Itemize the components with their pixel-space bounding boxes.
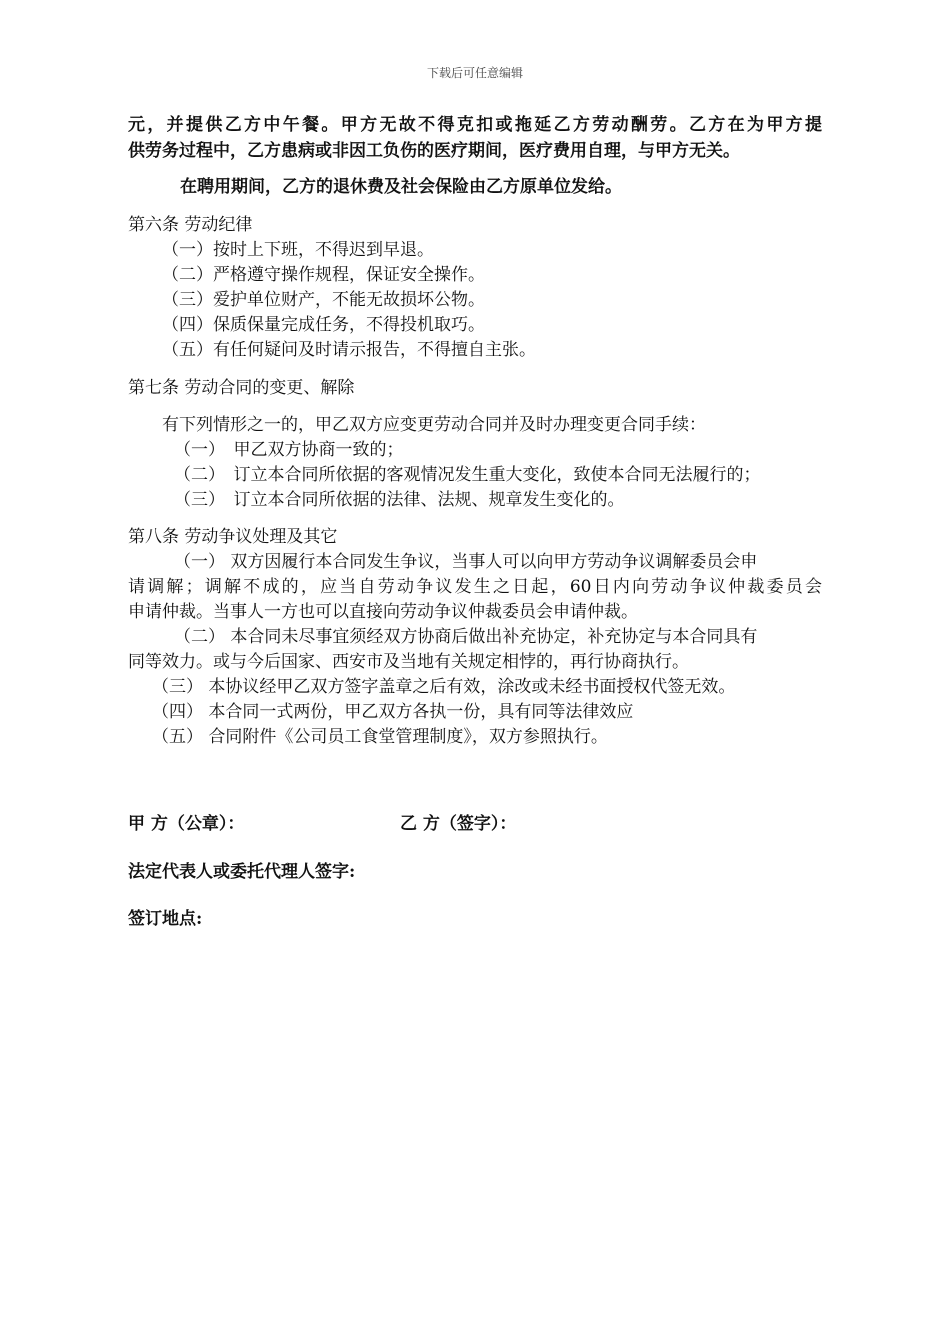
party-a-seal-label: 甲 方（公章）：	[128, 814, 245, 834]
article-7-title: 第七条 劳动合同的变更、解除	[128, 378, 355, 398]
list-item: （五） 合同附件《公司员工食堂管理制度》，双方参照执行。	[152, 727, 608, 747]
list-item: （二） 订立本合同所依据的客观情况发生重大变化，致使本合同无法履行的；	[174, 465, 761, 485]
list-item: （三） 订立本合同所依据的法律、法规、规章发生变化的。	[174, 490, 625, 510]
paragraph-line: 在聘用期间，乙方的退休费及社会保险由乙方原单位发给。	[180, 177, 622, 197]
paragraph-line: 同等效力。或与今后国家、西安市及当地有关规定相悖的，再行协商执行。	[128, 652, 689, 672]
article-6-title: 第六条 劳动纪律	[128, 215, 253, 235]
article-7-intro: 有下列情形之一的，甲乙双方应变更劳动合同并及时办理变更合同手续：	[162, 415, 706, 435]
representative-signature-label: 法定代表人或委托代理人签字:	[128, 862, 356, 882]
list-item: （二）严格遵守操作规程，保证安全操作。	[162, 265, 485, 285]
paragraph-line: 元，并提供乙方中午餐。甲方无故不得克扣或拖延乙方劳动酬劳。乙方在为甲方提	[128, 115, 822, 135]
paragraph-line: （二） 本合同未尽事宜须经双方协商后做出补充协定，补充协定与本合同具有	[174, 627, 758, 647]
list-item: （四） 本合同一式两份，甲乙双方各执一份，具有同等法律效应	[152, 702, 634, 722]
paragraph-line: 供劳务过程中，乙方患病或非因工负伤的医疗期间，医疗费用自理，与甲方无关。	[128, 141, 740, 161]
list-item: （三） 本协议经甲乙双方签字盖章之后有效，涂改或未经书面授权代签无效。	[152, 677, 736, 697]
list-item: （四）保质保量完成任务，不得投机取巧。	[162, 315, 485, 335]
page-header: 下载后可任意编辑	[426, 66, 523, 80]
list-item: （五）有任何疑问及时请示报告，不得擅自主张。	[162, 340, 536, 360]
paragraph-line: （一） 双方因履行本合同发生争议，当事人可以向甲方劳动争议调解委员会申	[174, 552, 758, 572]
paragraph-line: 请调解；调解不成的，应当自劳动争议发生之日起，60日内向劳动争议仲裁委员会	[128, 577, 822, 597]
list-item: （一） 甲乙双方协商一致的；	[174, 440, 404, 460]
party-b-signature-label: 乙 方（签字）：	[400, 814, 517, 834]
article-8-title: 第八条 劳动争议处理及其它	[128, 527, 338, 547]
signing-place-label: 签订地点:	[128, 909, 203, 929]
list-item: （一）按时上下班，不得迟到早退。	[162, 240, 434, 260]
paragraph-line: 申请仲裁。当事人一方也可以直接向劳动争议仲裁委员会申请仲裁。	[128, 602, 638, 622]
list-item: （三）爱护单位财产，不能无故损坏公物。	[162, 290, 485, 310]
